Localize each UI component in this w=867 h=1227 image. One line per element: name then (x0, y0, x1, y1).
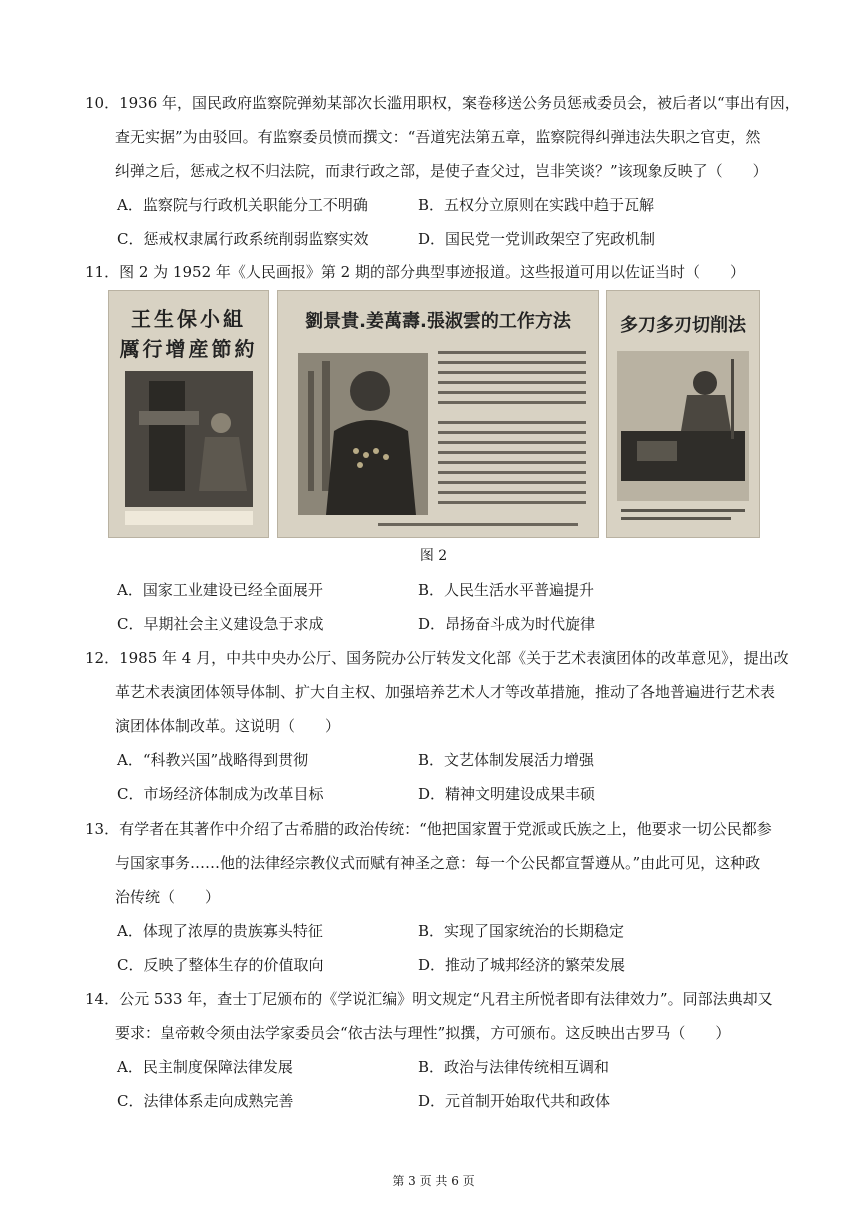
option-d[interactable]: D．昂扬奋斗成为时代旋律 (418, 615, 596, 633)
photo-2-image (278, 291, 598, 537)
question-13-line-3: 治传统（ ） (115, 888, 221, 906)
question-11-options (85, 573, 800, 641)
option-a[interactable]: A．民主制度保障法律发展 (117, 1058, 293, 1076)
question-14-options-row-1 (85, 1050, 800, 1084)
photo-1-title-line-1: 王生保小組 (131, 307, 246, 331)
question-10 (85, 86, 800, 256)
question-13 (85, 812, 800, 982)
option-c[interactable]: C．早期社会主义建设急于求成 (117, 615, 324, 633)
question-14-line-2: 要求：皇帝敕令须由法学家委员会“依古法与理性”拟撰，方可颁布。这反映出古罗马（ ） (115, 1024, 731, 1042)
question-10-options-row-2 (85, 222, 800, 256)
option-d[interactable]: D．精神文明建设成果丰硕 (418, 785, 596, 803)
question-10-options-row-1 (85, 188, 800, 222)
option-a[interactable]: A．国家工业建设已经全面展开 (117, 581, 323, 599)
question-12-line-2: 革艺术表演团体领导体制、扩大自主权、加强培养艺术人才等改革措施，推动了各地普遍进行艺术表 (115, 683, 776, 701)
question-13-options-row-1 (85, 914, 800, 948)
question-14 (85, 982, 800, 1118)
question-12-options-row-2 (85, 777, 800, 811)
question-12 (85, 641, 800, 811)
figure-2-caption: 图 2 (419, 548, 448, 564)
question-14-options-row-2 (85, 1084, 800, 1118)
photo-1-image (109, 291, 268, 537)
question-10-line-1: 10．1936 年，国民政府监察院弹劾某部次长滥用职权，案卷移送公务员惩戒委员会，被后者以“事出有因， (85, 94, 800, 112)
question-12-options-row-1 (85, 743, 800, 777)
option-a[interactable]: A．“科教兴国”战略得到贯彻 (117, 751, 309, 769)
question-14-line-1: 14．公元 533 年，查士丁尼颁布的《学说汇编》明文规定“凡君主所悦者即有法律效力”。同部法典却又 (85, 990, 773, 1008)
figure-2-photos (108, 290, 758, 536)
page-footer: 第 3 页 共 6 页 (392, 1174, 475, 1188)
question-11-line-1: 11．图 2 为 1952 年《人民画报》第 2 期的部分典型事迹报道。这些报道可用以佐证当时（ ） (85, 263, 745, 281)
question-13-line-1: 13．有学者在其著作中介绍了古希腊的政治传统：“他把国家置于党派或氏族之上，他要求一切公民都参 (85, 820, 772, 838)
option-a[interactable]: A．监察院与行政机关职能分工不明确 (117, 196, 368, 214)
option-b[interactable]: B．人民生活水平普遍提升 (418, 581, 595, 599)
photo-multi-tool-cutting (606, 290, 760, 538)
question-12-line-1: 12．1985 年 4 月，中共中央办公厅、国务院办公厅转发文化部《关于艺术表演团体的改革意见》，提出改 (85, 649, 789, 667)
question-13-options-row-2 (85, 948, 800, 982)
option-b[interactable]: B．政治与法律传统相互调和 (418, 1058, 610, 1076)
option-c[interactable]: C．法律体系走向成熟完善 (117, 1092, 294, 1110)
option-d[interactable]: D．国民党一党训政架空了宪政机制 (418, 230, 656, 248)
option-c[interactable]: C．市场经济体制成为改革目标 (117, 785, 324, 803)
option-b[interactable]: B．文艺体制发展活力增强 (418, 751, 595, 769)
question-11 (85, 255, 800, 289)
photo-three-workers-methods (277, 290, 599, 538)
photo-2-title: 劉景貴.姜萬壽.張淑雲的工作方法 (305, 311, 571, 332)
option-d[interactable]: D．元首制开始取代共和政体 (418, 1092, 611, 1110)
question-10-line-2: 查无实据”为由驳回。有监察委员愤而撰文：“吾道宪法第五章，监察院得纠弹违法失职之官吏，然 (115, 128, 761, 146)
option-c[interactable]: C．反映了整体生存的价值取向 (117, 956, 324, 974)
option-d[interactable]: D．推动了城邦经济的繁荣发展 (418, 956, 626, 974)
photo-3-title: 多刀多刃切削法 (620, 315, 746, 336)
question-13-line-2: 与国家事务……他的法律经宗教仪式而赋有神圣之意：每一个公民都宣誓遵从。”由此可见，这种政 (115, 854, 761, 872)
photo-wang-shengbao-group (108, 290, 269, 538)
photo-3-image (607, 291, 759, 537)
option-c[interactable]: C．惩戒权隶属行政系统削弱监察实效 (117, 230, 369, 248)
question-11-options-row-1 (85, 573, 800, 607)
question-10-line-3: 纠弹之后，惩戒之权不归法院，而隶行政之部，是使子查父过，岂非笑谈？”该现象反映了（ ） (115, 162, 768, 180)
photo-1-title-line-2: 厲行增産節約 (119, 337, 258, 361)
option-a[interactable]: A．体现了浓厚的贵族寡头特征 (117, 922, 323, 940)
question-11-options-row-2 (85, 607, 800, 641)
question-12-line-3: 演团体体制改革。这说明（ ） (115, 717, 341, 735)
option-b[interactable]: B．实现了国家统治的长期稳定 (418, 922, 625, 940)
option-b[interactable]: B．五权分立原则在实践中趋于瓦解 (418, 196, 655, 214)
